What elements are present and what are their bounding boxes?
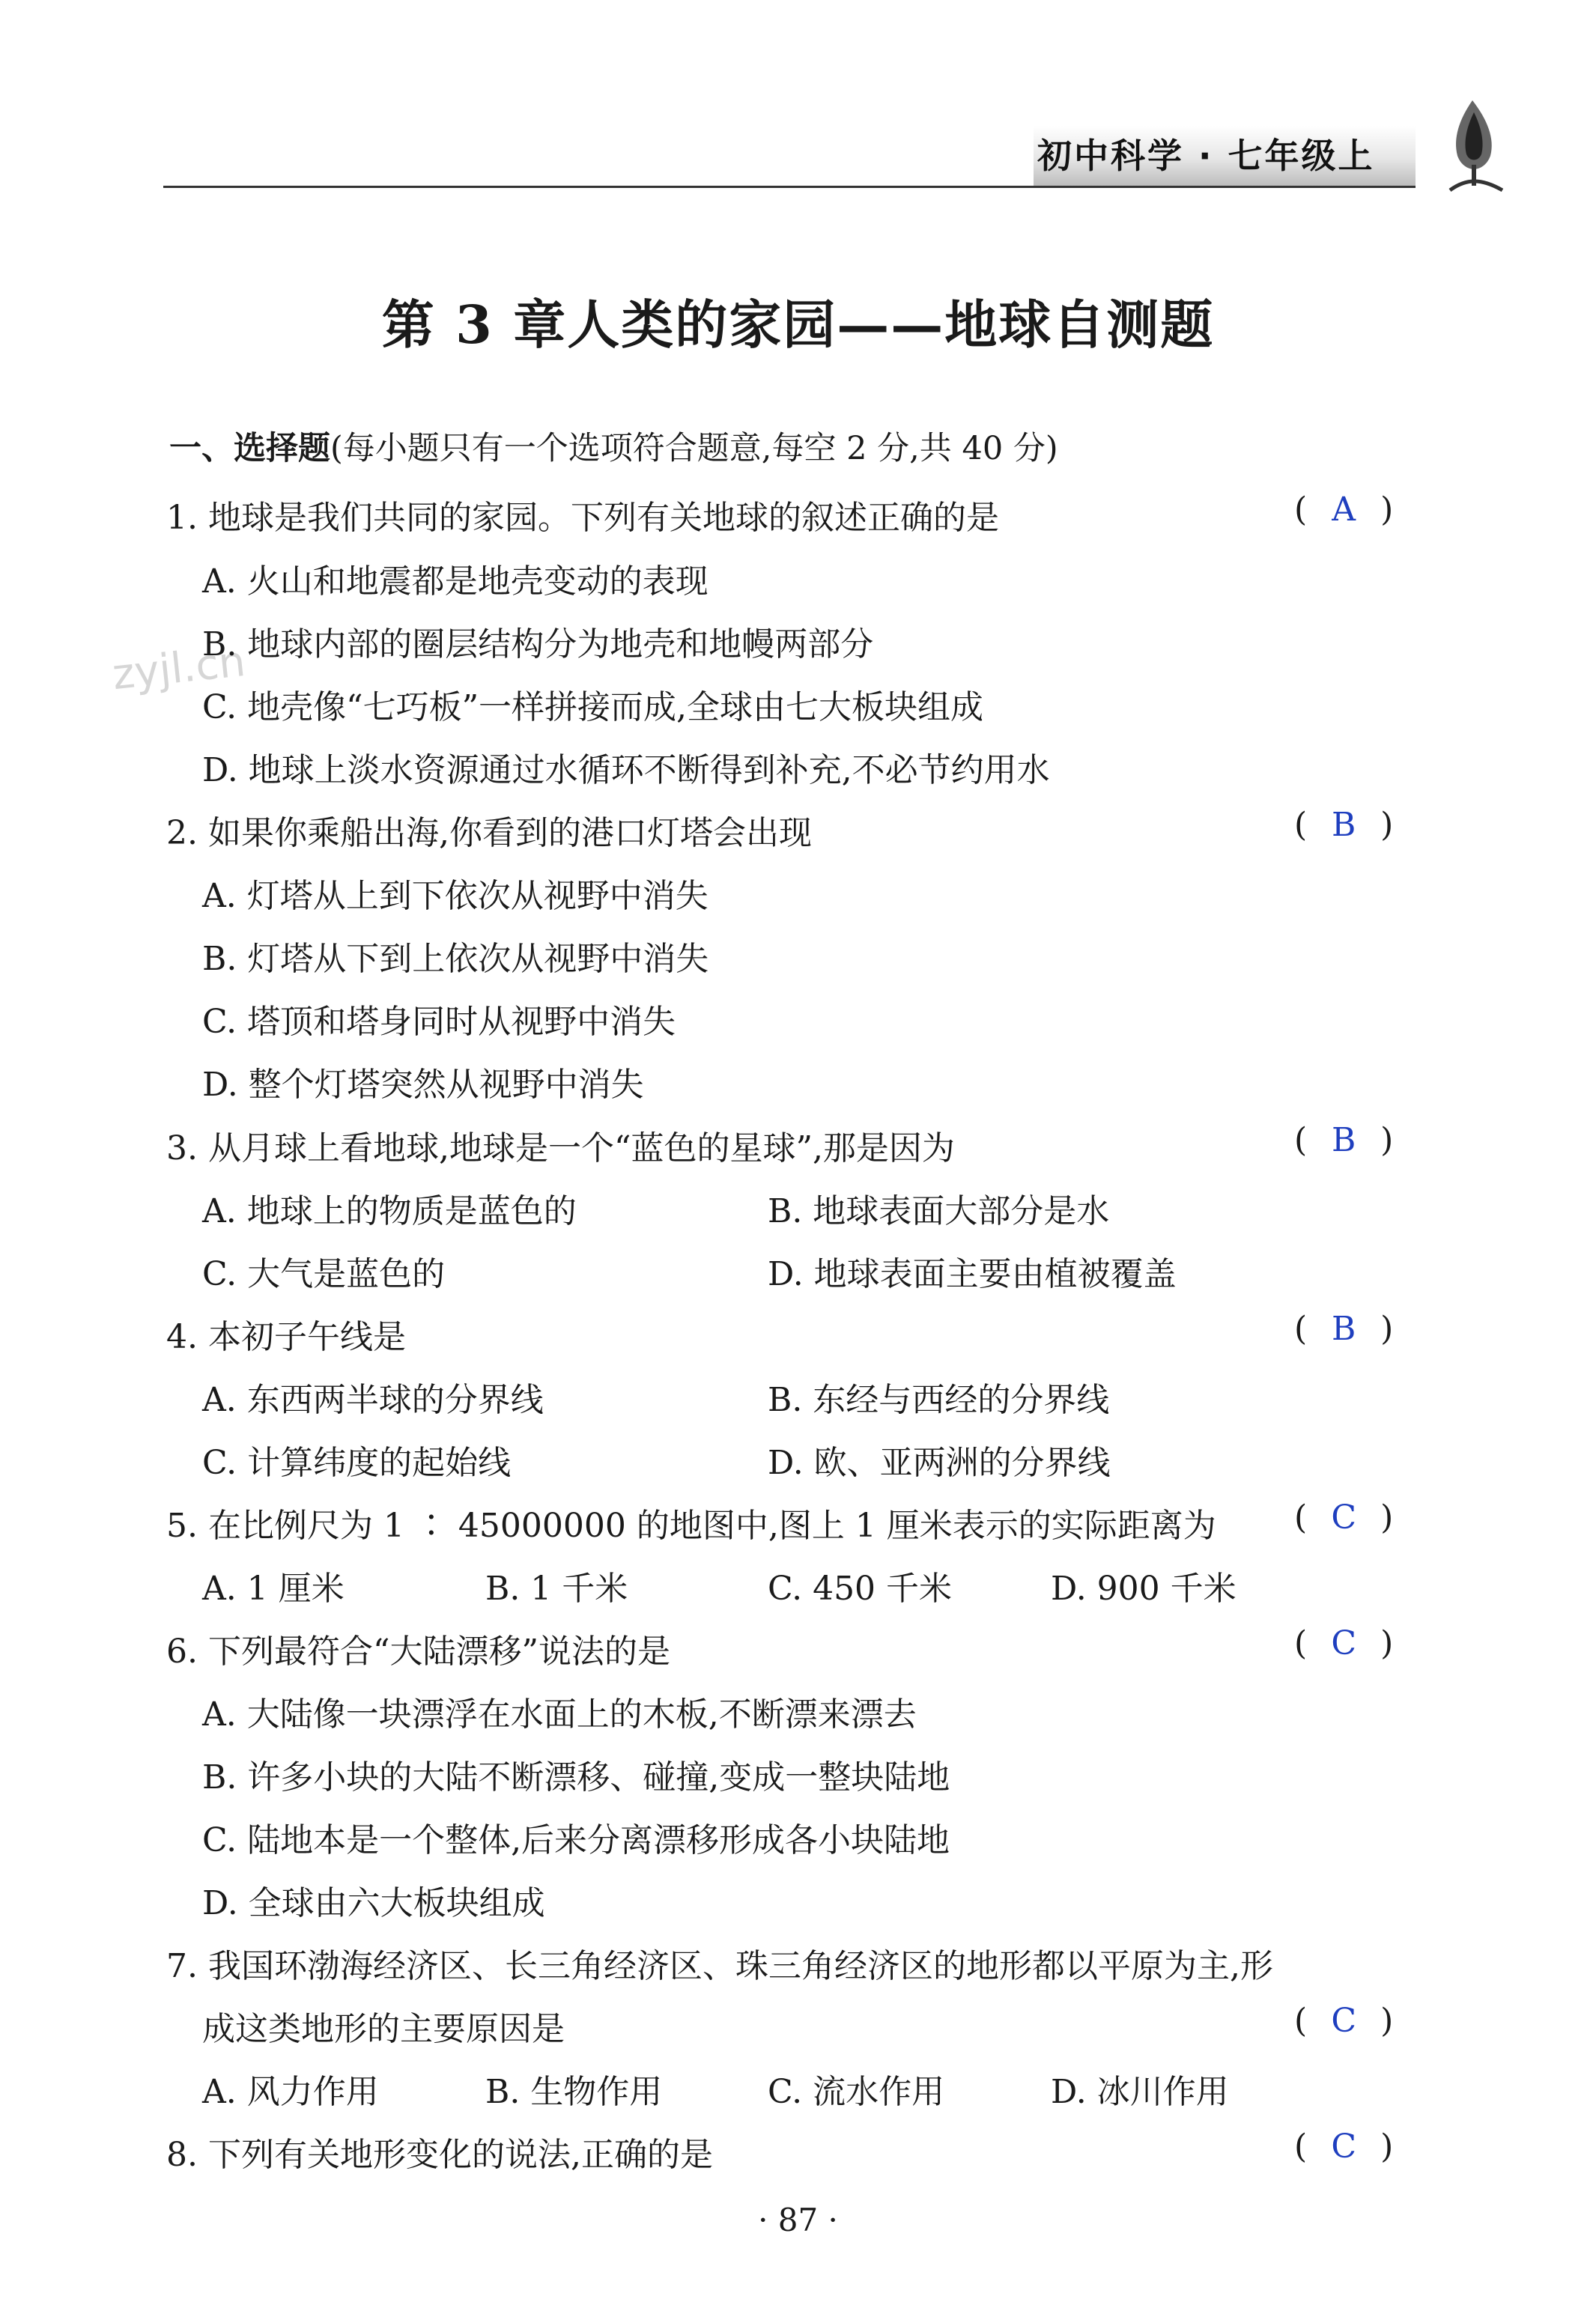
option: A. 灯塔从上到下依次从视野中消失 [202, 877, 709, 915]
option: B. 许多小块的大陆不断漂移、碰撞,变成一整块陆地 [202, 1758, 950, 1797]
option: D. 地球表面主要由植被覆盖 [768, 1255, 1177, 1293]
option: C. 450 千米 [768, 1570, 953, 1608]
option: A. 东西两半球的分界线 [202, 1381, 544, 1419]
option: A. 风力作用 [202, 2073, 379, 2111]
option: B. 生物作用 [485, 2073, 663, 2111]
answer-box: ( A ) [1294, 491, 1394, 529]
answer-box: ( C ) [1294, 2002, 1394, 2040]
option: C. 计算纬度的起始线 [202, 1444, 512, 1482]
question-stem: 5. 在比例尺为 1 ∶ 45000000 的地图中,图上 1 厘米表示的实际距离为 [166, 1507, 1216, 1545]
option: B. 灯塔从下到上依次从视野中消失 [202, 940, 709, 978]
option: B. 东经与西经的分界线 [768, 1381, 1110, 1419]
answer-letter: C [1331, 2128, 1356, 2166]
option: C. 陆地本是一个整体,后来分离漂移形成各小块陆地 [202, 1821, 950, 1859]
watermark: zyjl.cn [110, 637, 248, 700]
option: D. 整个灯塔突然从视野中消失 [202, 1066, 644, 1104]
option: A. 大陆像一块漂浮在水面上的木板,不断漂来漂去 [202, 1695, 917, 1734]
section-note: (每小题只有一个选项符合题意,每空 2 分,共 40 分) [330, 430, 1058, 467]
option: D. 地球上淡水资源通过水循环不断得到补充,不必节约用水 [202, 751, 1050, 789]
question-stem: 2. 如果你乘船出海,你看到的港口灯塔会出现 [166, 814, 812, 852]
section-heading [169, 423, 1058, 469]
question-stem: 4. 本初子午线是 [166, 1318, 406, 1356]
question-stem: 3. 从月球上看地球,地球是一个“蓝色的星球”,那是因为 [166, 1129, 955, 1167]
option: C. 地壳像“七巧板”一样拼接而成,全球由七大板块组成 [202, 688, 984, 726]
answer-letter: C [1331, 1498, 1356, 1537]
answer-letter: A [1332, 491, 1356, 529]
tree-logo-icon [1436, 97, 1511, 195]
answer-letter: B [1331, 806, 1356, 844]
option: C. 大气是蓝色的 [202, 1255, 446, 1293]
option: B. 地球内部的圈层结构分为地壳和地幔两部分 [202, 625, 874, 663]
option: B. 地球表面大部分是水 [768, 1192, 1110, 1230]
option: B. 1 千米 [485, 1570, 628, 1608]
page-title: 第 3 章人类的家园——地球自测题 [381, 294, 1215, 356]
answer-box: ( B ) [1294, 806, 1394, 844]
answer-box: ( C ) [1294, 1498, 1394, 1537]
option: C. 流水作用 [768, 2073, 945, 2111]
answer-letter: B [1331, 1310, 1356, 1348]
question-stem: 1. 地球是我们共同的家园。下列有关地球的叙述正确的是 [166, 499, 999, 537]
option: D. 900 千米 [1051, 1570, 1237, 1608]
answer-box: ( B ) [1294, 1310, 1394, 1348]
question-stem: 7. 我国环渤海经济区、长三角经济区、珠三角经济区的地形都以平原为主,形 [166, 1947, 1273, 1985]
answer-box: ( B ) [1294, 1121, 1394, 1159]
page-number: · 87 · [758, 2202, 838, 2238]
option: A. 地球上的物质是蓝色的 [202, 1192, 577, 1230]
answer-letter: C [1331, 2002, 1356, 2040]
option: A. 火山和地震都是地壳变动的表现 [202, 562, 709, 601]
header-text: 初中科学 · 七年级上 [1037, 136, 1375, 176]
header-rule [163, 186, 1416, 188]
section-label: 一、选择题 [169, 430, 330, 467]
option: C. 塔顶和塔身同时从视野中消失 [202, 1003, 676, 1041]
option: D. 冰川作用 [1051, 2073, 1229, 2111]
option: D. 欧、亚两洲的分界线 [768, 1444, 1111, 1482]
option: D. 全球由六大板块组成 [202, 1884, 545, 1922]
answer-box: ( C ) [1294, 2128, 1394, 2166]
question-stem-continued: 成这类地形的主要原因是 [202, 2010, 565, 2048]
question-stem: 8. 下列有关地形变化的说法,正确的是 [166, 2136, 713, 2174]
option: A. 1 厘米 [202, 1570, 345, 1608]
question-stem: 6. 下列最符合“大陆漂移”说法的是 [166, 1633, 670, 1671]
answer-box: ( C ) [1294, 1624, 1394, 1662]
answer-letter: B [1331, 1121, 1356, 1159]
answer-letter: C [1331, 1624, 1356, 1662]
